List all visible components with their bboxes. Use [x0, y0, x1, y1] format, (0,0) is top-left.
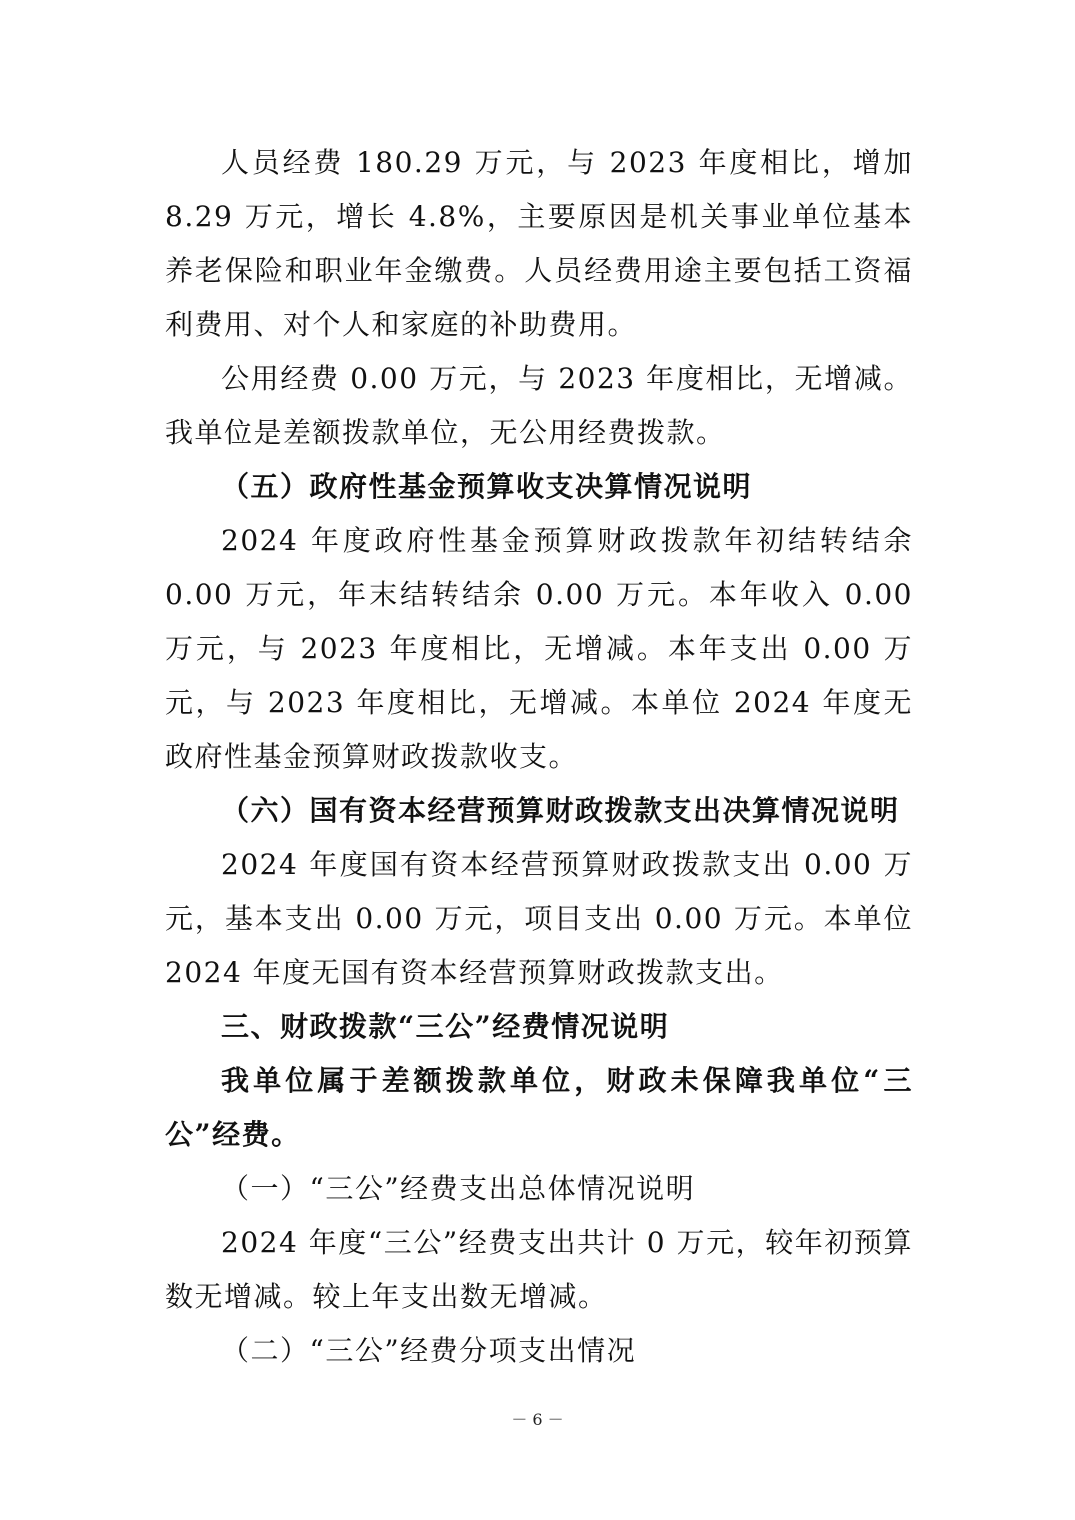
page-number: － 6 － [511, 1410, 564, 1429]
heading-state-capital-budget: （六）国有资本经营预算财政拨款支出决算情况说明 [221, 794, 900, 827]
paragraph-government-fund-budget: 2024 年度政府性基金预算财政拨款年初结转结余 0.00 万元，年末结转结余 0.00 万元。本年收入 0.00 万元，与 2023 年度相比，无增减。本年支出 0.00 万元，与 2023 年度相比，无增减。本单位 2024 年度无政府性基金预算财政拨款收支。 [165, 524, 913, 773]
document-body [165, 136, 913, 1378]
paragraph-public-expenses: 公用经费 0.00 万元，与 2023 年度相比，无增减。我单位是差额拨款单位，无公用经费拨款。 [165, 362, 913, 449]
heading-three-public-expenses: 三、财政拨款“三公”经费情况说明 [221, 1010, 670, 1043]
paragraph-state-capital-budget: 2024 年度国有资本经营预算财政拨款支出 0.00 万元，基本支出 0.00 万元，项目支出 0.00 万元。本单位 2024 年度无国有资本经营预算财政拨款支出。 [165, 848, 913, 989]
heading-government-fund-budget: （五）政府性基金预算收支决算情况说明 [221, 470, 753, 503]
heading-three-public-overall: （一）“三公”经费支出总体情况说明 [221, 1172, 696, 1205]
paragraph-three-public-statement: 我单位属于差额拨款单位，财政未保障我单位“三公”经费。 [165, 1064, 913, 1151]
heading-three-public-itemized: （二）“三公”经费分项支出情况 [221, 1334, 637, 1367]
paragraph-three-public-overall: 2024 年度“三公”经费支出共计 0 万元，较年初预算数无增减。较上年支出数无增减。 [165, 1226, 913, 1313]
paragraph-personnel-expenses: 人员经费 180.29 万元，与 2023 年度相比，增加 8.29 万元，增长 4.8%，主要原因是机关事业单位基本养老保险和职业年金缴费。人员经费用途主要包括工资福利费用、对个人和家庭的补助费用。 [165, 146, 913, 341]
